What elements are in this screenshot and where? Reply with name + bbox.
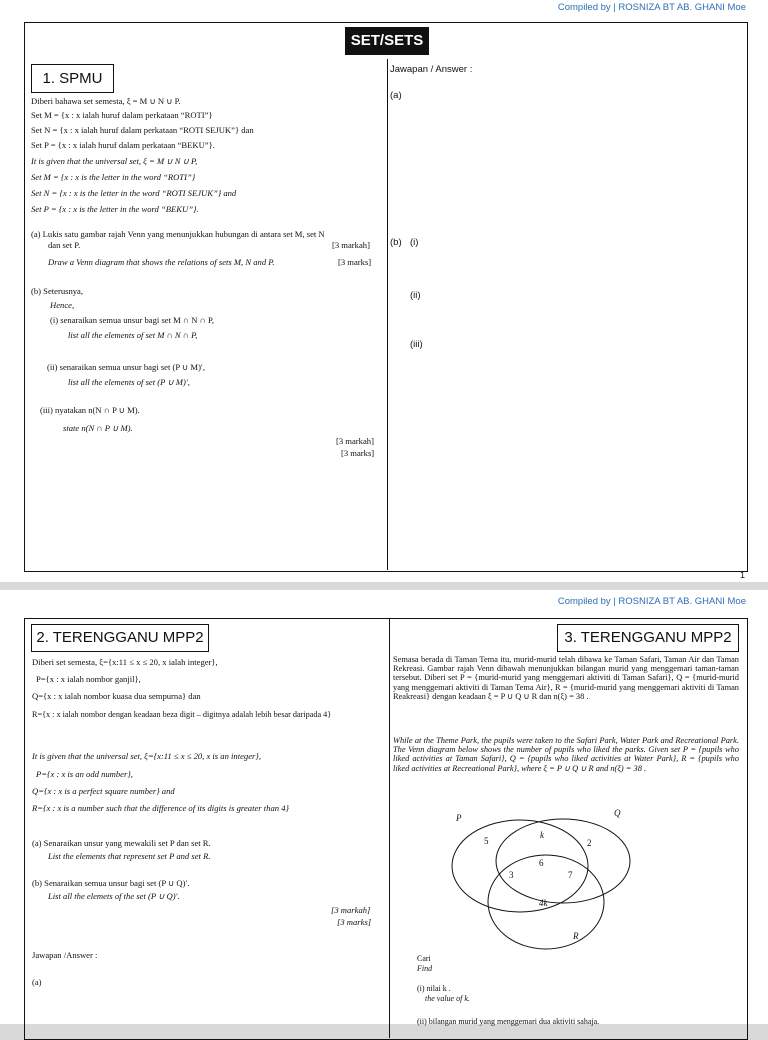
part-b-english: Hence, — [50, 300, 75, 310]
part-b-iii-malay: (iii) nyatakan n(N ∩ P ∪ M). — [40, 405, 140, 415]
venn-diagram — [438, 808, 658, 956]
answer-part-b-iii: (iii) — [410, 339, 423, 350]
part-b-i-malay: (i) senaraikan semua unsur bagi set M ∩ N ∩ P, — [50, 315, 214, 325]
question-1-label: 1. SPMU — [31, 64, 114, 93]
venn-label-q: Q — [614, 808, 621, 818]
english-intro-line: Set M = {x : x is the letter in the word “ROTI”} — [31, 172, 196, 182]
page-title: SET/SETS — [345, 27, 429, 55]
q2-b-english: List all the elemets of the set (P ∪ Q)′. — [48, 891, 180, 901]
venn-region-r-only: 4k — [539, 898, 548, 908]
answer-part-a: (a) — [390, 90, 402, 101]
english-intro-line: Set P = {x : x is the letter in the word “BEKU”}. — [31, 204, 199, 214]
part-a-english: Draw a Venn diagram that shows the relations of sets M, N and P. — [48, 257, 275, 267]
marks-malay: [3 markah] — [336, 436, 374, 446]
venn-region-p-only: 5 — [484, 836, 489, 846]
q2-malay-line: Q={x : x ialah nombor kuasa dua sempurna} dan — [32, 691, 201, 701]
part-b-iii-english: state n(N ∩ P ∪ M). — [63, 423, 133, 433]
part-a-marks-malay: [3 markah] — [332, 240, 370, 250]
venn-region-pq: k — [540, 830, 544, 840]
venn-label-r: R — [573, 931, 579, 941]
part-b-i-english: list all the elements of set M ∩ N ∩ P, — [68, 330, 198, 340]
q2-english-line: It is given that the universal set, ξ={x:11 ≤ x ≤ 20, x is an integer}, — [32, 751, 261, 761]
q2-marks-malay: [3 markah] — [331, 905, 371, 915]
q2-b-malay: (b) Senaraikan semua unsur bagi set (P ∪ Q)′. — [32, 878, 190, 888]
part-b-ii-malay: (ii) senaraikan semua unsur bagi set (P ∪ M)′, — [47, 362, 205, 372]
q2-a-english: List the elements that represent set P and set R. — [48, 851, 211, 861]
q2-english-line: R={x : x is a number such that the difference of its digits is greater than 4} — [32, 803, 289, 813]
q2-malay-line: P={x : x ialah nombor ganjil}, — [36, 674, 141, 684]
malay-intro-line: Diberi bahawa set semesta, ξ = M ∪ N ∪ P. — [31, 96, 181, 106]
q2-malay-line: Diberi set semesta, ξ={x:11 ≤ x ≤ 20, x ialah integer}, — [32, 657, 218, 667]
english-intro-line: It is given that the universal set, ξ = M ∪ N ∪ P, — [31, 156, 198, 166]
part-b-ii-english: list all the elements of set (P ∪ M)′, — [68, 377, 190, 387]
page-number: 1 — [740, 570, 746, 580]
venn-region-q-only: 2 — [587, 838, 592, 848]
malay-intro-line: Set P = {x : x ialah huruf dalam perkataan “BEKU”}. — [31, 140, 215, 150]
q3-ii-malay: (ii) bilangan murid yang menggemari dua aktiviti sahaja. — [417, 1017, 600, 1026]
q3-find-malay: Cari — [417, 954, 431, 963]
q2-english-line: P={x : x is an odd number}, — [36, 769, 133, 779]
venn-label-p: P — [456, 813, 462, 823]
q2-malay-line: R={x : x ialah nombor dengan keadaan beza digit – digitnya adalah lebih besar daripada 4} — [32, 710, 332, 719]
q2-answer-a: (a) — [32, 977, 42, 987]
q3-find-english: Find — [417, 964, 433, 973]
part-a-malay-cont: dan set P. — [48, 240, 81, 250]
q2-a-malay: (a) Senaraikan unsur yang mewakili set P dan set R. — [32, 838, 211, 848]
part-a-marks-english: [3 marks] — [338, 257, 372, 267]
question-3-label: 3. TERENGGANU MPP2 — [557, 624, 739, 652]
venn-set-p — [452, 820, 588, 912]
column-divider — [387, 59, 388, 570]
q3-malay-paragraph: Semasa berada di Taman Tema itu, murid-murid telah dibawa ke Taman Safari, Taman Air dan Taman Rekreasi. Gambar rajah Venn dibawah menunjukkan bilangan murid yang menggemari taman-taman tersebut. Diberi set P = {murid-murid yang menggemari aktiviti di Taman Safari}, Q = {murid-murid yang menggemari aktiviti di Taman Tema Air}, R = {murid-murid yang menggemari aktiviti di Taman Reakreasi} dengan keadaan ξ = P ∪ Q ∪ R dan n(ξ) = 38 . — [393, 655, 739, 701]
answer-part-b-ii: (ii) — [410, 290, 421, 301]
marks-english: [3 marks] — [341, 448, 375, 458]
answer-part-b-i: (i) — [410, 237, 419, 248]
english-intro-line: Set N = {x : x is the letter in the word “ROTI SEJUK”} and — [31, 188, 237, 198]
venn-region-pr: 3 — [509, 870, 514, 880]
q3-i-english: the value of k. — [425, 994, 470, 1003]
compiled-by-header: Compiled by | ROSNIZA BT AB. GHANI Moe — [557, 596, 746, 607]
compiled-by-header: Compiled by | ROSNIZA BT AB. GHANI Moe — [557, 2, 746, 13]
answer-heading: Jawapan / Answer : — [390, 64, 473, 75]
venn-region-pqr: 6 — [539, 858, 544, 868]
malay-intro-line: Set M = {x : x ialah huruf dalam perkataan “ROTI”} — [31, 110, 213, 120]
question-2-label: 2. TERENGGANU MPP2 — [31, 624, 209, 652]
q2-marks-english: [3 marks] — [337, 917, 372, 927]
page-2 — [0, 590, 768, 1024]
q3-english-paragraph: While at the Theme Park, the pupils were taken to the Safari Park, Water Park and Recreational Park. The Venn diagram below shows the number of pupils who liked the parks. Given set P = {pupils who liked activities at Taman Safari}, Q = {pupils who liked activities at Water Park}, R = {pupils who liked activities at Recreational Park}, where ξ = P ∪ Q ∪ R and n(ξ) = 38 . — [393, 736, 739, 773]
q2-english-line: Q={x : x is a perfect square number} and — [32, 786, 175, 796]
malay-intro-line: Set N = {x : x ialah huruf dalam perkataan “ROTI SEJUK”} dan — [31, 125, 254, 135]
q2-answer-heading: Jawapan /Answer : — [32, 950, 98, 960]
venn-set-q — [496, 819, 630, 903]
q3-i-malay: (i) nilai k . — [417, 984, 451, 993]
part-b-malay: (b) Seterusnya, — [31, 286, 84, 296]
column-divider — [389, 618, 390, 1038]
venn-region-qr: 7 — [568, 870, 573, 880]
answer-part-b: (b) — [390, 237, 402, 248]
part-a-malay: (a) Lukis satu gambar rajah Venn yang menunjukkan hubungan di antara set M, set N — [31, 229, 325, 239]
